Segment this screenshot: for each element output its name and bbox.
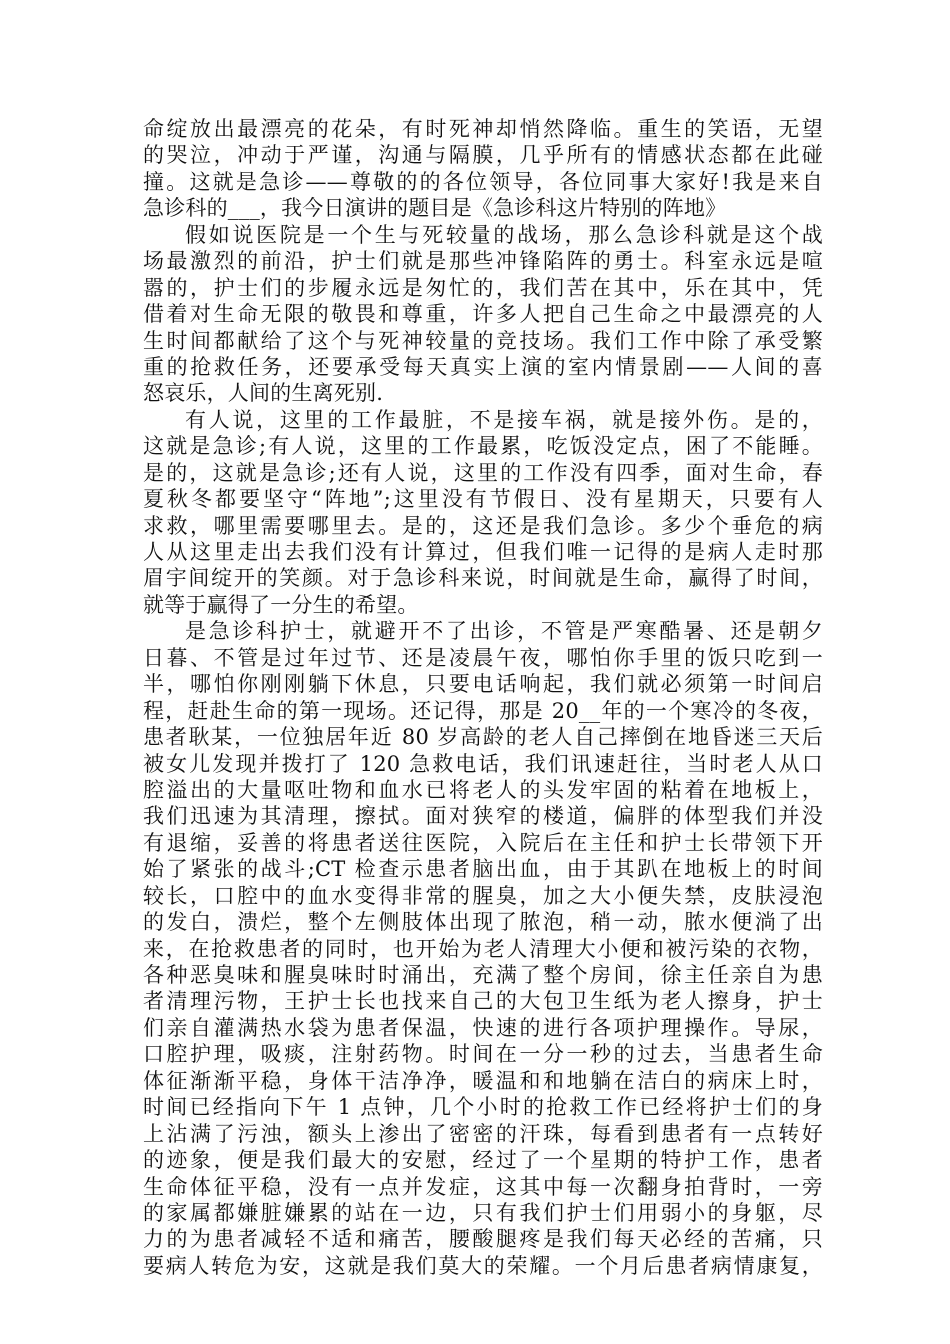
text-line: 时间已经指向下午 1 点钟，几个小时的抢救工作已经将护士们的身 xyxy=(143,1095,823,1120)
text-line: 生命体征平稳，没有一点并发症，这其中每一次翻身拍背时，一旁 xyxy=(143,1174,823,1199)
paragraph xyxy=(143,407,823,619)
text-line: 怒哀乐，人间的生离死别. xyxy=(143,381,384,406)
text-line: 人从这里走出去我们没有计算过，但我们唯一记得的是病人走时那 xyxy=(143,540,823,564)
text-line: 要病人转危为安，这就是我们莫大的荣耀。一个月后患者病情康复， xyxy=(143,1253,823,1278)
text-line: 日暮、不管是过年过节、还是凌晨午夜，哪怕你手里的饭只吃到一 xyxy=(143,645,823,670)
text-line: 体征渐渐平稳，身体干洁净净，暖温和和地躺在洁白的病床上时， xyxy=(143,1068,823,1093)
text-line: 重的抢救任务，还要承受每天真实上演的室内情景剧——人间的喜 xyxy=(143,354,823,379)
paragraph xyxy=(143,618,823,1279)
text-line: 被女儿发现并拨打了 120 急救电话，我们讯速赶往，当时老人从口 xyxy=(143,751,823,776)
document-body xyxy=(143,116,823,1279)
text-line: 我们迅速为其清理，擦拭。面对狭窄的楼道，偏胖的体型我们并没 xyxy=(143,804,823,829)
text-line: 来，在抢救患者的同时，也开始为老人清理大小便和被污染的衣物， xyxy=(143,936,823,961)
text-line: 的发白，溃烂，整个左侧肢体出现了脓泡，稍一动，脓水便淌了出 xyxy=(143,910,823,935)
text-line: 生时间都献给了这个与死神较量的竞技场。我们工作中除了承受繁 xyxy=(143,328,823,353)
text-line: 的家属都嫌脏嫌累的站在一边，只有我们护士们用弱小的身躯，尽 xyxy=(143,1200,823,1225)
text-line: 各种恶臭味和腥臭味时时涌出，充满了整个房间，徐主任亲自为患 xyxy=(143,963,823,987)
text-line: 命绽放出最漂亮的花朵，有时死神却悄然降临。重生的笑语，无望 xyxy=(143,117,823,141)
text-line: 就等于赢得了一分生的希望。 xyxy=(143,592,419,617)
text-line: 者清理污物，王护士长也找来自己的大包卫生纸为老人擦身，护士 xyxy=(143,989,823,1014)
text-line: 场最激烈的前沿，护士们就是那些冲锋陷阵的勇士。科室永远是喧 xyxy=(143,249,823,274)
text-line: 借着对生命无限的敬畏和尊重，许多人把自己生命之中最漂亮的人 xyxy=(143,302,823,327)
paragraph xyxy=(143,222,823,407)
text-line: 这就是急诊;有人说，这里的工作最累，吃饭没定点，困了不能睡。 xyxy=(143,434,823,459)
text-line: 较长，口腔中的血水变得非常的腥臭，加之大小便失禁，皮肤浸泡 xyxy=(143,883,823,908)
text-line: 上沾满了污浊，额头上渗出了密密的汗珠，每看到患者有一点转好 xyxy=(143,1121,823,1146)
text-line: 力的为患者减轻不适和痛苦，腰酸腿疼是我们每天必经的苦痛，只 xyxy=(143,1227,823,1252)
text-line: 假如说医院是一个生与死较量的战场，那么急诊科就是这个战 xyxy=(185,222,823,247)
text-line: 撞。这就是急诊——尊敬的的各位领导，各位同事大家好!我是来自 xyxy=(143,169,823,194)
text-line: 的哭泣，冲动于严谨，沟通与隔膜，几乎所有的情感状态都在此碰 xyxy=(143,143,823,168)
text-line: 眉宇间绽开的笑颜。对于急诊科来说，时间就是生命，赢得了时间， xyxy=(143,566,823,591)
text-line: 有退缩，妥善的将患者送往医院，入院后在主任和护士长带领下开 xyxy=(143,830,823,855)
text-line: 是急诊科护士，就避开不了出诊，不管是严寒酷暑、还是朝夕 xyxy=(185,619,823,644)
text-line: 程，赶赴生命的第一现场。还记得，那是 20__年的一个寒冷的冬夜， xyxy=(143,698,823,723)
text-line: 有人说，这里的工作最脏，不是接车祸，就是接外伤。是的， xyxy=(185,407,823,432)
text-line: 求救，哪里需要哪里去。是的，这还是我们急诊。多少个垂危的病 xyxy=(143,513,823,538)
text-line: 夏秋冬都要坚守“阵地”;这里没有节假日、没有星期天，只要有人 xyxy=(143,487,823,512)
text-line: 患者耿某，一位独居年近 80 岁高龄的老人自己摔倒在地昏迷三天后 xyxy=(143,725,823,750)
text-line: 半，哪怕你刚刚躺下休息，只要电话响起，我们就必须第一时间启 xyxy=(143,672,823,697)
text-line: 始了紧张的战斗;CT 检查示患者脑出血，由于其趴在地板上的时间 xyxy=(143,857,823,882)
text-line: 们亲自灌满热水袋为患者保温，快速的进行各项护理操作。导尿， xyxy=(143,1015,823,1040)
text-line: 口腔护理，吸痰，注射药物。时间在一分一秒的过去，当患者生命 xyxy=(143,1042,823,1067)
text-line: 急诊科的___，我今日演讲的题目是《急诊科这片特别的阵地》 xyxy=(143,196,727,221)
text-line: 腔溢出的大量呕吐物和血水已将老人的头发牢固的粘着在地板上， xyxy=(143,777,823,802)
text-line: 嚣的，护士们的步履永远是匆忙的，我们苦在其中，乐在其中，凭 xyxy=(143,275,823,300)
text-line: 是的，这就是急诊;还有人说，这里的工作没有四季，面对生命，春 xyxy=(143,460,823,485)
text-line: 的迹象，便是我们最大的安慰，经过了一个星期的特护工作，患者 xyxy=(143,1148,823,1173)
paragraph xyxy=(143,116,823,222)
